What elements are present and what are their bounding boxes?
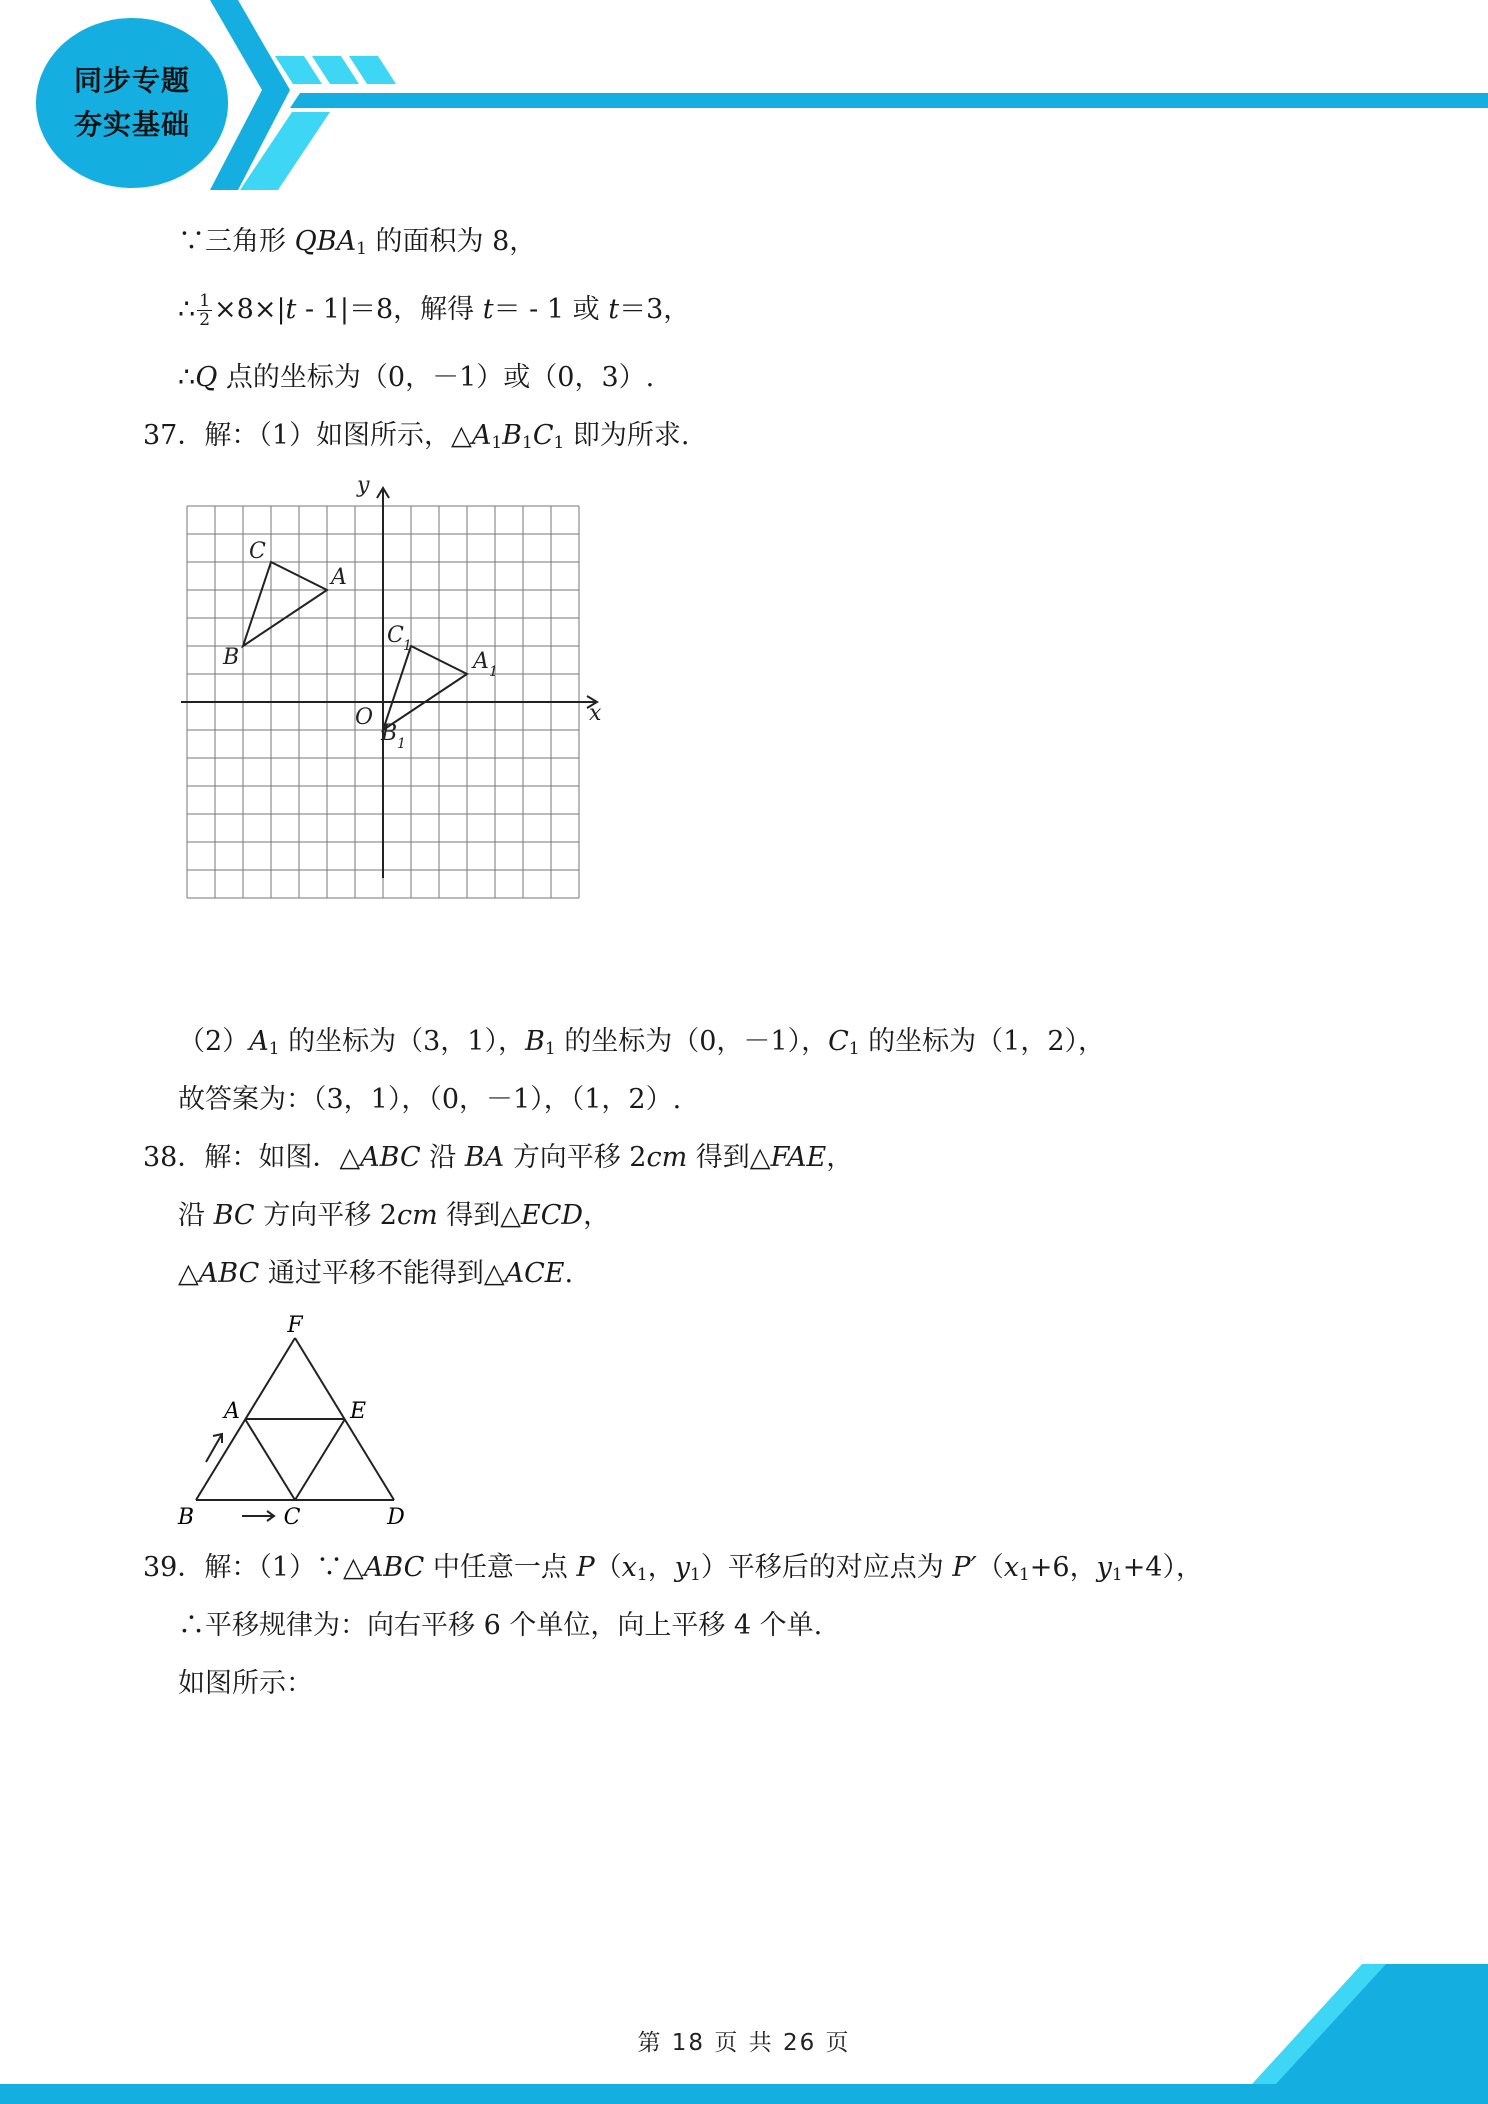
segment-EC bbox=[295, 1419, 345, 1500]
label-E: E bbox=[349, 1399, 367, 1424]
solution-line: 故答案为：（3，1），（0，－1），（1，2）. bbox=[178, 1084, 682, 1115]
label-A1-subscript: 1 bbox=[489, 664, 498, 680]
header-bar bbox=[290, 93, 1488, 108]
arrow-up-left bbox=[206, 1434, 222, 1462]
label-B1-subscript: 1 bbox=[397, 736, 406, 752]
label-D: D bbox=[387, 1505, 405, 1530]
footer-bar bbox=[0, 2084, 1488, 2104]
badge-line1: 同步专题 bbox=[73, 64, 190, 97]
question-37-heading: 37．解：（1）如图所示，$\triangle A_1B_1C_1$ 即为所求. bbox=[143, 420, 690, 453]
solution-line: ∴Q 点的坐标为（0，－1）或（0，3）. bbox=[178, 362, 655, 393]
segment-AC bbox=[245, 1419, 295, 1500]
label-B: B bbox=[177, 1505, 195, 1530]
label-C1-subscript: 1 bbox=[403, 638, 412, 654]
question-39-heading: 39．解：（1）∵△ABC 中任意一点 $P(x_1$，$y_1$）平移后的对应点为 $P'(x_1+6$，$y_1+4$）， bbox=[143, 1552, 1203, 1585]
page-header bbox=[0, 0, 1488, 200]
label-x-axis: x bbox=[589, 701, 602, 726]
solution-line: 沿 BC 方向平移 2cm 得到△ECD， bbox=[178, 1200, 611, 1231]
coordinate-grid-figure bbox=[170, 450, 610, 920]
question-38-heading: 38．解：如图．△ABC 沿 BA 方向平移 2cm 得到△FAE， bbox=[143, 1142, 854, 1173]
fraction: $\frac{1}{2}$ bbox=[199, 291, 211, 330]
page-number: 第 18 页 共 26 页 bbox=[637, 2030, 851, 2056]
solution-line: $(2)A_1$ 的坐标为（3，1），$B_1$ 的坐标为（0，－1），$C_1$ 的坐标为（1，2）， bbox=[178, 1026, 1106, 1059]
label-A: A bbox=[224, 1399, 240, 1424]
triangle-translation-figure bbox=[170, 1310, 430, 1530]
label-C: C bbox=[283, 1505, 301, 1530]
solution-line: 如图所示： bbox=[178, 1668, 313, 1699]
label-C: C bbox=[249, 539, 266, 564]
label-A1: A bbox=[473, 649, 489, 674]
solution-line: ∴平移规律为：向右平移 6 个单位，向上平移 4 个单. bbox=[178, 1610, 823, 1641]
triangle-ABC bbox=[243, 562, 327, 646]
label-B1: B bbox=[381, 721, 398, 746]
label-C1: C bbox=[387, 623, 404, 648]
footer-decoration bbox=[0, 1904, 1488, 2104]
solution-line: △ABC 通过平移不能得到△ACE. bbox=[178, 1258, 574, 1289]
label-y-axis: y bbox=[357, 473, 370, 498]
triangle-A1B1C1 bbox=[383, 646, 467, 730]
label-F: F bbox=[287, 1313, 303, 1338]
badge-line2: 夯实基础 bbox=[73, 108, 190, 141]
label-B: B bbox=[223, 645, 240, 670]
label-A: A bbox=[331, 565, 347, 590]
solution-line: ∴ $\frac{1}{2}$ ×8×|t - 1|＝8，解得 t＝ - 1 或 t＝3， bbox=[178, 291, 691, 330]
label-origin: O bbox=[355, 705, 374, 730]
topic-badge bbox=[36, 18, 228, 188]
solution-line: ∵三角形 $QBA_1$ 的面积为 8， bbox=[178, 226, 537, 259]
